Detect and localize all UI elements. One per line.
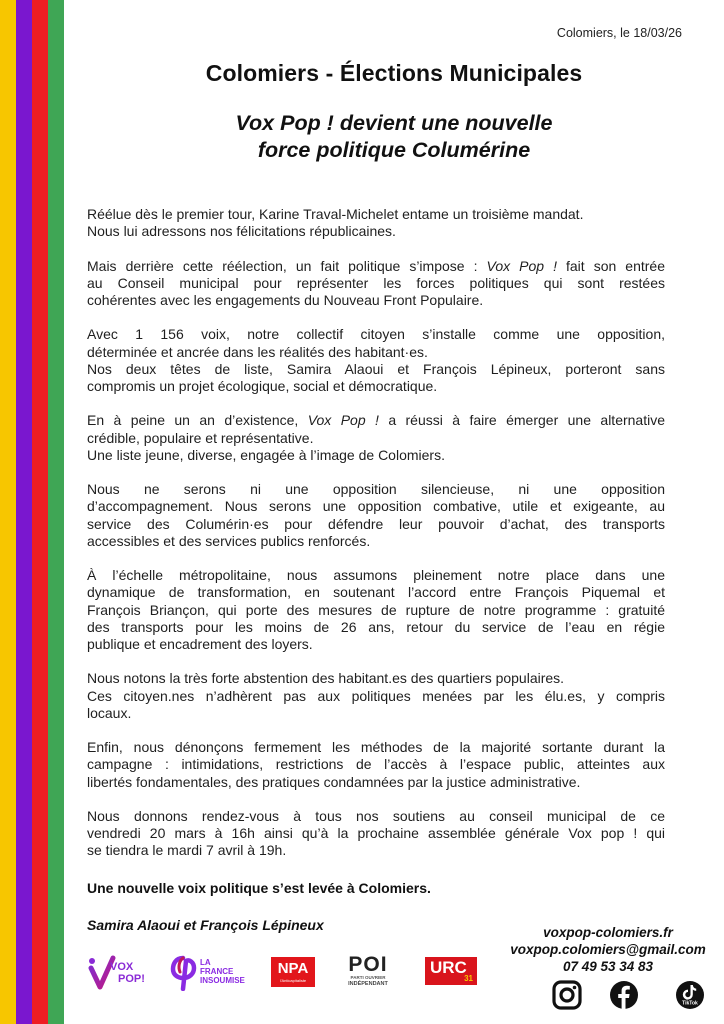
facebook-icon[interactable] (609, 980, 639, 1010)
lfi-line1: LA (200, 958, 211, 967)
text-line (87, 412, 665, 429)
text-line: François Briançon, qui porte des mesures de rupture de notre programme : gratuité (87, 601, 665, 618)
text-line: accessibles et des services publics renforcés. (87, 532, 371, 549)
text-line: libertés fondamentales, des pratiques condamnées par la justice administrative. (87, 773, 581, 790)
text-line: Ces citoyen.nes n’adhèrent pas aux politiques menées par les élu.es, y compris (87, 687, 665, 704)
voxpop-wordmark (110, 961, 145, 985)
text-line: Nous donnons rendez-vous à tous nos soutiens au conseil municipal de ce (87, 807, 665, 824)
npa-subtitle: l'Anticapitaliste (279, 978, 307, 983)
paragraph (87, 326, 665, 395)
text-line: des transports pour les moins de 26 ans, retour du service de l’eau en régie (87, 618, 665, 635)
text-line: service des Columérin·es pour défendre leur pouvoir d’achat, des transports (87, 515, 665, 532)
text-line: locaux. (87, 704, 132, 721)
text-line: crédible, populaire et représentative. (87, 429, 314, 446)
page-title: Colomiers - Élections Municipales (205, 60, 583, 86)
text-line: campagne : intimidations, restrictions de l’accès à l’espace public, atteintes aux (87, 756, 665, 773)
text-line: au Conseil municipal pour représenter les forces politiques qui sont restées (87, 274, 665, 291)
poi-logo (343, 955, 393, 989)
text-segment: En à peine un an d’existence, (87, 412, 308, 429)
text-line: Enfin, nous dénonçons fermement les méthodes de la majorité sortante durant la (87, 739, 665, 756)
poi-sub1: PARTI OUVRIER (350, 975, 386, 980)
voxpop-logo (88, 955, 150, 991)
lfi-logo (170, 955, 252, 991)
text-line: déterminée et ancrée dans les réalités des habitant·es. (87, 343, 428, 360)
page-subtitle (64, 110, 724, 164)
voxpop-line1: VOX (110, 961, 134, 973)
lfi-wordmark (200, 958, 245, 985)
text-line: vendredi 20 mars à 16h ainsi qu’à la prochaine assemblée générale Vox pop ! qui (87, 825, 665, 842)
urc-wordmark: URC (430, 958, 467, 977)
stripe-green (48, 0, 64, 1024)
subtitle-line: Vox Pop ! devient une nouvelle (235, 111, 553, 135)
stripe-purple (16, 0, 32, 1024)
subtitle-line: force politique Columérine (257, 138, 531, 162)
stripe-yellow (0, 0, 16, 1024)
signature: Samira Alaoui et François Lépineux (87, 917, 324, 933)
lfi-phi-icon (170, 955, 198, 991)
text-line: dynamique de transformation, en soutenant l’accord entre François Piquemal et (87, 584, 665, 601)
lfi-line2: FRANCE (200, 967, 234, 976)
lfi-line3: INSOUMISE (200, 976, 245, 985)
text-line (87, 258, 665, 275)
paragraph (87, 567, 665, 653)
paragraph (87, 412, 665, 464)
paragraph (87, 670, 665, 722)
text-segment: a réussi à faire émerger une alternative (378, 412, 666, 429)
paragraph (87, 206, 665, 240)
paragraph (87, 258, 665, 310)
text-line: Nous ne serons ni une opposition silencieuse, ni une opposition (87, 481, 665, 498)
contact-block (508, 924, 708, 975)
text-line: À l’échelle métropolitaine, nous assumons pleinement notre place dans une (87, 567, 665, 584)
text-line: Réélue dès le premier tour, Karine Traval-Michelet entame un troisième mandat. (87, 206, 584, 222)
urc-sub: 31 (464, 974, 473, 983)
text-line: cohérentes avec les engagements du Nouveau Front Populaire. (87, 292, 484, 308)
text-line: se tiendra le mardi 7 avril à 19h. (87, 842, 287, 859)
text-line: Nous lui adressons nos félicitations républicaines. (87, 223, 396, 240)
paragraph (87, 808, 665, 860)
npa-logo (271, 957, 315, 987)
paragraph (87, 481, 665, 550)
phone-number: 07 49 53 34 83 (562, 959, 654, 974)
brand-italic: Vox Pop ! (307, 412, 379, 429)
tiktok-icon[interactable] (675, 980, 705, 1010)
website-link[interactable]: voxpop-colomiers.fr (543, 925, 673, 940)
color-stripes (0, 0, 64, 1024)
urc-logo (425, 957, 477, 985)
voxpop-line2: POP! (118, 973, 145, 985)
brand-italic: Vox Pop ! (486, 257, 557, 274)
text-segment: Mais derrière cette réélection, un fait politique s’impose : (87, 257, 487, 274)
instagram-icon[interactable] (552, 980, 582, 1010)
tiktok-label: TikTok (682, 1000, 698, 1007)
closing-statement: Une nouvelle voix politique s’est levée à Colomiers. (87, 880, 431, 896)
stripe-red (32, 0, 48, 1024)
date-line: Colomiers, le 18/03/26 (556, 26, 682, 40)
text-line: d’accompagnement. Nous serons une opposition combative, utile et exigeante, au (87, 498, 665, 515)
text-segment: fait son entrée (556, 257, 666, 274)
text-line: publique et encadrement des loyers. (87, 636, 313, 652)
npa-wordmark: NPA (277, 960, 309, 977)
email-link[interactable]: voxpop.colomiers@gmail.com (510, 942, 706, 957)
poi-sub2: INDÉPENDANT (348, 981, 388, 987)
body-text (87, 206, 665, 877)
paragraph (87, 739, 665, 791)
text-line: compromis un projet écologique, social et démocratique. (87, 378, 438, 394)
text-line: Nous notons la très forte abstention des habitant.es des quartiers populaires. (87, 670, 565, 687)
text-line: Nos deux têtes de liste, Samira Alaoui et François Lépineux, porteront sans (87, 360, 665, 377)
text-line: Avec 1 156 voix, notre collectif citoyen s’installe comme une opposition, (87, 326, 665, 343)
poi-wordmark: POI (348, 953, 388, 976)
text-line: Une liste jeune, diverse, engagée à l’image de Colomiers. (87, 446, 445, 463)
